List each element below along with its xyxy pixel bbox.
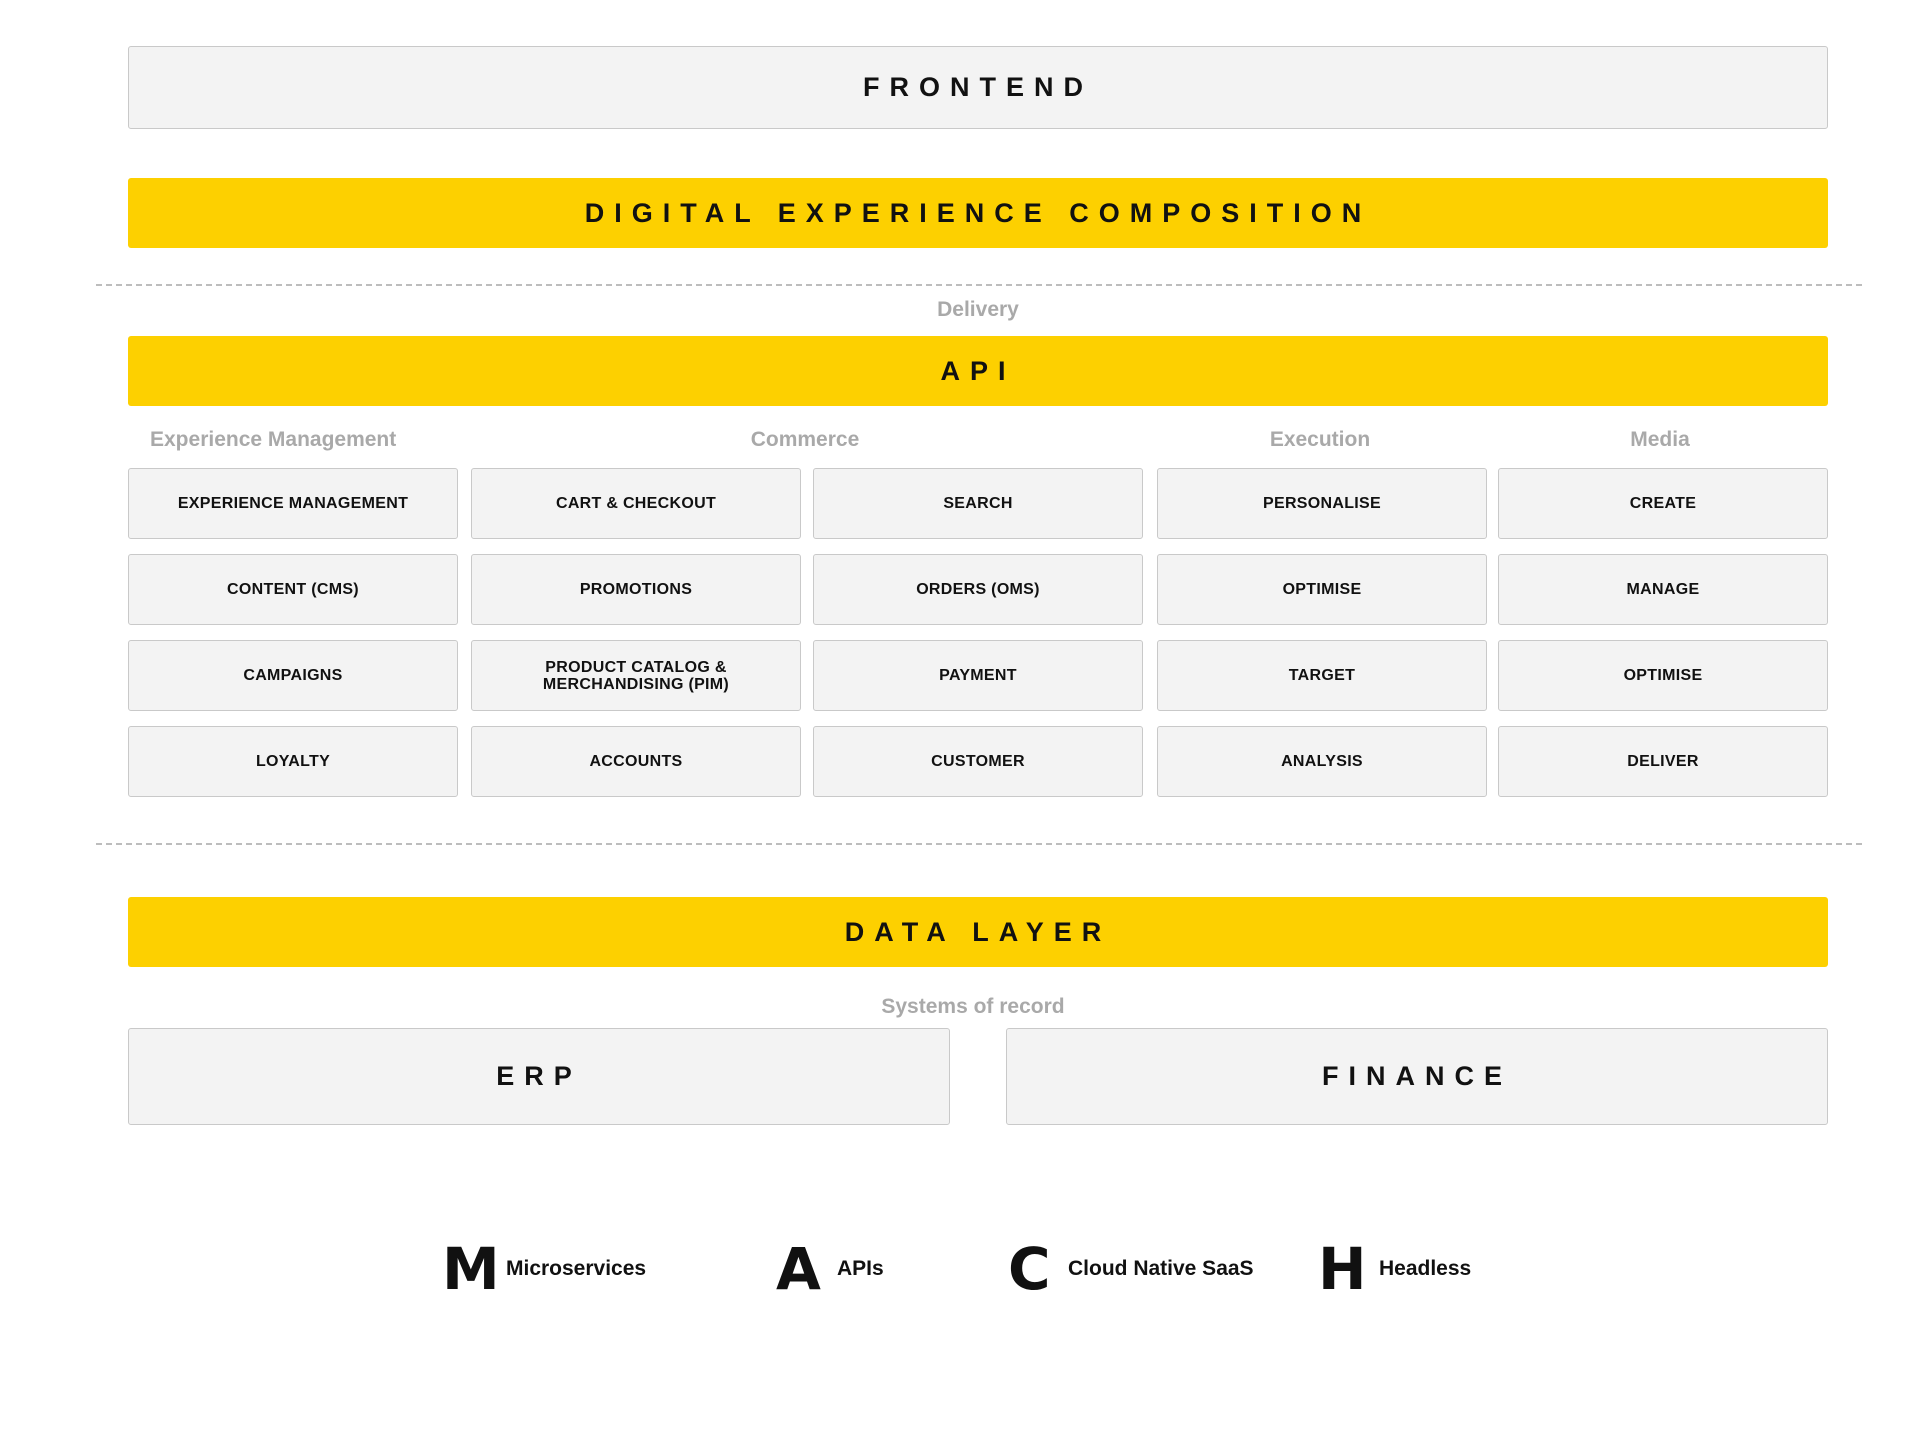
column-heading-experience-management: Experience Management bbox=[150, 428, 397, 451]
legend-label-apis: APIs bbox=[837, 1257, 884, 1280]
microservices-letter-icon: M bbox=[442, 1235, 500, 1303]
frontend-bar bbox=[128, 46, 1828, 129]
capability-cell: PERSONALISE bbox=[1157, 468, 1487, 539]
api-label: API bbox=[940, 355, 1016, 386]
erp-label: ERP bbox=[496, 1061, 582, 1091]
capability-cell: DELIVER bbox=[1498, 726, 1828, 797]
column-heading-media: Media bbox=[1630, 428, 1690, 451]
capability-cell: PRODUCT CATALOG & MERCHANDISING (PIM) bbox=[471, 640, 801, 711]
capability-cell: ANALYSIS bbox=[1157, 726, 1487, 797]
divider-top bbox=[96, 284, 1862, 286]
capability-cell: OPTIMISE bbox=[1157, 554, 1487, 625]
capability-cell: CREATE bbox=[1498, 468, 1828, 539]
legend-label-cloud-native-saas: Cloud Native SaaS bbox=[1068, 1257, 1254, 1280]
capability-cell: CAMPAIGNS bbox=[128, 640, 458, 711]
column-heading-execution: Execution bbox=[1269, 428, 1371, 451]
legend-label-headless: Headless bbox=[1379, 1257, 1472, 1280]
divider-bottom bbox=[96, 843, 1862, 845]
data-layer-bar bbox=[128, 897, 1828, 967]
frontend-label: FRONTEND bbox=[863, 72, 1093, 102]
api-bar bbox=[128, 336, 1828, 406]
legend-label-microservices: Microservices bbox=[506, 1257, 647, 1280]
capability-cell: ORDERS (OMS) bbox=[813, 554, 1143, 625]
capability-cell: OPTIMISE bbox=[1498, 640, 1828, 711]
apis-letter-icon: A bbox=[776, 1235, 821, 1303]
finance-box bbox=[1006, 1028, 1828, 1125]
capability-cell: LOYALTY bbox=[128, 726, 458, 797]
capability-cell: CONTENT (CMS) bbox=[128, 554, 458, 625]
capability-cell: MANAGE bbox=[1498, 554, 1828, 625]
finance-label: FINANCE bbox=[1322, 1061, 1512, 1091]
cloud-native-saas-letter-icon: C bbox=[1008, 1235, 1051, 1303]
capability-cell: EXPERIENCE MANAGEMENT bbox=[128, 468, 458, 539]
delivery-label: Delivery bbox=[937, 298, 1019, 321]
capability-cell: SEARCH bbox=[813, 468, 1143, 539]
capability-cell: PAYMENT bbox=[813, 640, 1143, 711]
capability-cell: CUSTOMER bbox=[813, 726, 1143, 797]
capability-cell: PROMOTIONS bbox=[471, 554, 801, 625]
capability-cell: ACCOUNTS bbox=[471, 726, 801, 797]
digital-experience-composition-bar bbox=[128, 178, 1828, 248]
erp-box bbox=[128, 1028, 950, 1125]
column-heading-commerce: Commerce bbox=[750, 428, 860, 451]
headless-letter-icon: H bbox=[1318, 1235, 1367, 1303]
capability-cell: CART & CHECKOUT bbox=[471, 468, 801, 539]
systems-of-record-label: Systems of record bbox=[881, 995, 1065, 1018]
digital-experience-composition-label: DIGITAL EXPERIENCE COMPOSITION bbox=[584, 197, 1372, 228]
capability-cell: TARGET bbox=[1157, 640, 1487, 711]
data-layer-label: DATA LAYER bbox=[844, 916, 1112, 947]
